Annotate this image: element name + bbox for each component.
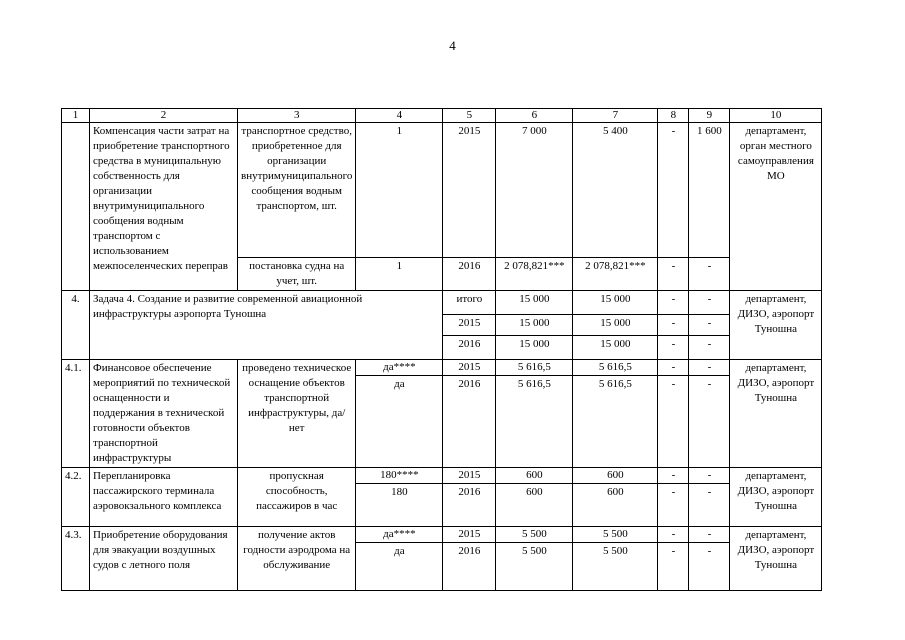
indicator-cell: постановка судна на учет, шт. — [238, 258, 356, 291]
year-cell: 2016 — [443, 258, 496, 291]
amount-cell: - — [658, 123, 689, 258]
amount-cell: - — [658, 376, 689, 468]
total-amount-cell: 5 500 — [496, 527, 573, 543]
header-cell: 5 — [443, 109, 496, 123]
amount-cell: - — [689, 315, 730, 336]
indicator-value-cell: 1 — [356, 123, 443, 258]
amount-cell: - — [658, 543, 689, 591]
amount-cell: - — [658, 527, 689, 543]
amount-cell: 5 616,5 — [573, 376, 658, 468]
header-cell: 7 — [573, 109, 658, 123]
amount-cell: - — [689, 468, 730, 484]
amount-cell: - — [689, 291, 730, 315]
activity-name-cell: Финансовое обеспечение мероприятий по технической оснащенности и поддержания в технической готовности объектов транспортной инфраструктуры — [90, 360, 238, 468]
total-amount-cell: 2 078,821*** — [496, 258, 573, 291]
amount-cell: - — [658, 315, 689, 336]
indicator-value-cell: да — [356, 543, 443, 591]
amount-cell: - — [658, 258, 689, 291]
year-cell: 2015 — [443, 123, 496, 258]
activity-name-cell: Компенсация части затрат на приобретение транспортного средства в муниципальную собственность для организации внутримуниципального сообщения водным транспортом с использованием межпоселенческих переправ — [90, 123, 238, 291]
amount-cell: - — [689, 527, 730, 543]
row-number-cell: 4.3. — [62, 527, 90, 591]
year-cell: 2015 — [443, 527, 496, 543]
year-cell: итого — [443, 291, 496, 315]
executor-cell: департамент, ДИЗО, аэропорт Туношна — [730, 360, 822, 468]
amount-cell: - — [689, 376, 730, 468]
total-amount-cell: 7 000 — [496, 123, 573, 258]
table-row — [62, 123, 822, 258]
year-cell: 2015 — [443, 360, 496, 376]
table-row — [62, 291, 822, 315]
executor-cell: департамент, ДИЗО, аэропорт Туношна — [730, 527, 822, 591]
task-title-cell: Задача 4. Создание и развитие современной авиационной инфраструктуры аэропорта Туношна — [90, 291, 443, 360]
amount-cell: - — [658, 291, 689, 315]
header-cell: 1 — [62, 109, 90, 123]
indicator-cell: получение актов годности аэродрома на обслуживание — [238, 527, 356, 591]
total-amount-cell: 15 000 — [496, 336, 573, 354]
indicator-value-cell: да — [356, 376, 443, 468]
year-cell: 2016 — [443, 376, 496, 468]
header-cell: 6 — [496, 109, 573, 123]
executor-cell: департамент, ДИЗО, аэропорт Туношна — [730, 468, 822, 527]
amount-cell: 15 000 — [573, 336, 658, 354]
activity-name-cell: Приобретение оборудования для эвакуации воздушных судов с летного поля — [90, 527, 238, 591]
indicator-value-cell: 180**** — [356, 468, 443, 484]
year-cell: 2015 — [443, 315, 496, 336]
total-amount-cell: 5 616,5 — [496, 360, 573, 376]
amount-cell: 5 500 — [573, 527, 658, 543]
header-cell: 9 — [689, 109, 730, 123]
year-cell: 2016 — [443, 543, 496, 591]
header-cell: 4 — [356, 109, 443, 123]
table-row — [62, 527, 822, 543]
indicator-value-cell: да**** — [356, 360, 443, 376]
amount-cell: - — [689, 484, 730, 527]
year-cell: 2015 — [443, 468, 496, 484]
amount-cell: 5 616,5 — [573, 360, 658, 376]
amount-cell: 15 000 — [573, 315, 658, 336]
amount-cell: - — [689, 258, 730, 291]
total-amount-cell: 600 — [496, 484, 573, 527]
header-cell: 8 — [658, 109, 689, 123]
amount-cell: - — [689, 336, 730, 354]
header-row — [62, 109, 822, 123]
program-table — [61, 108, 822, 591]
header-cell: 2 — [90, 109, 238, 123]
amount-cell: 2 078,821*** — [573, 258, 658, 291]
amount-cell: 5 400 — [573, 123, 658, 258]
total-amount-cell: 5 500 — [496, 543, 573, 591]
amount-cell: - — [689, 360, 730, 376]
activity-name-cell: Перепланировка пассажирского терминала аэровокзального комплекса — [90, 468, 238, 527]
row-number-cell: 4.1. — [62, 360, 90, 468]
amount-cell: 5 500 — [573, 543, 658, 591]
amount-cell: - — [689, 543, 730, 591]
indicator-cell: пропускная способность, пассажиров в час — [238, 468, 356, 527]
executor-cell: департамент, ДИЗО, аэропорт Туношна — [730, 291, 822, 360]
indicator-cell: проведено техническое оснащение объектов транспортной инфраструктуры, да/нет — [238, 360, 356, 468]
amount-cell: - — [658, 336, 689, 354]
amount-cell: - — [658, 360, 689, 376]
indicator-value-cell: 1 — [356, 258, 443, 291]
header-cell: 3 — [238, 109, 356, 123]
total-amount-cell: 5 616,5 — [496, 376, 573, 468]
amount-cell: - — [658, 468, 689, 484]
row-number-cell: 4. — [62, 291, 90, 360]
indicator-value-cell: 180 — [356, 484, 443, 527]
amount-cell: - — [658, 484, 689, 527]
header-cell: 10 — [730, 109, 822, 123]
indicator-value-cell: да**** — [356, 527, 443, 543]
indicator-cell: транспортное средство, приобретенное для организации внутримуниципального сообщения водным транспортом, шт. — [238, 123, 356, 258]
amount-cell: 1 600 — [689, 123, 730, 258]
page-number: 4 — [449, 38, 456, 53]
amount-cell: 600 — [573, 484, 658, 527]
year-cell: 2016 — [443, 336, 496, 354]
total-amount-cell: 15 000 — [496, 315, 573, 336]
executor-cell: департамент, орган местного самоуправления МО — [730, 123, 822, 291]
row-number-cell: 4.2. — [62, 468, 90, 527]
amount-cell: 15 000 — [573, 291, 658, 315]
year-cell: 2016 — [443, 484, 496, 527]
total-amount-cell: 15 000 — [496, 291, 573, 315]
amount-cell: 600 — [573, 468, 658, 484]
row-number-cell — [62, 123, 90, 291]
total-amount-cell: 600 — [496, 468, 573, 484]
table-row — [62, 360, 822, 376]
table-row — [62, 468, 822, 484]
